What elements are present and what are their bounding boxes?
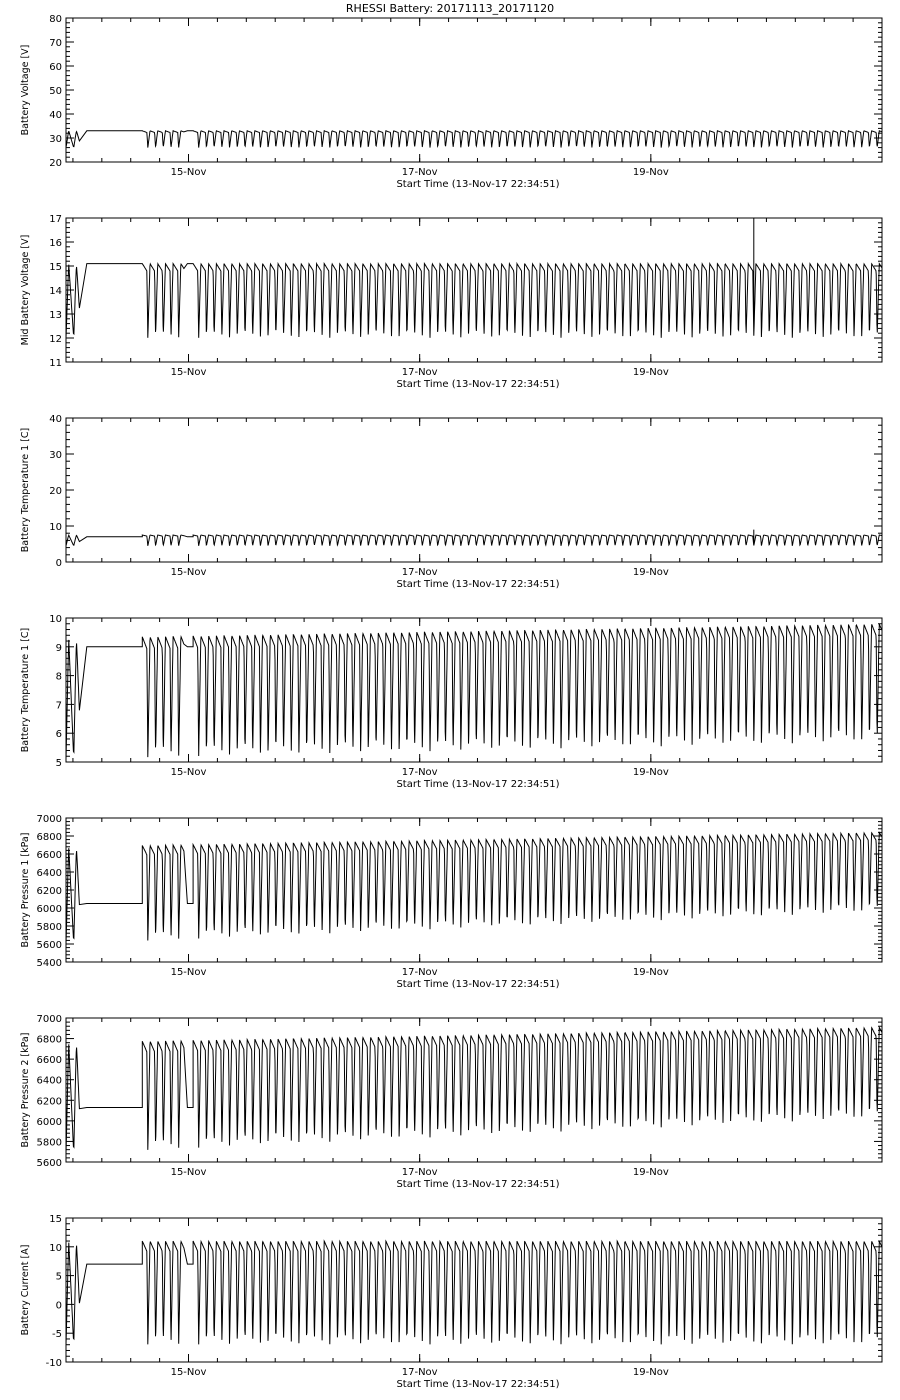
y-tick-label: 6000: [36, 1116, 62, 1128]
x-tick-label: 17-Nov: [401, 567, 438, 578]
data-series-line: [66, 833, 882, 944]
y-tick-label: 7000: [36, 814, 62, 825]
y-tick-label: 0: [55, 558, 62, 569]
y-tick-label: 12: [49, 334, 62, 345]
y-tick-label: 7: [55, 700, 62, 712]
x-tick-label: 17-Nov: [401, 967, 438, 978]
x-tick-label: 17-Nov: [401, 1367, 438, 1378]
x-tick-label: 19-Nov: [632, 1167, 669, 1178]
panel-1: [20, 14, 882, 190]
data-series-line: [66, 624, 882, 759]
x-axis-start-time-label: Start Time (13-Nov-17 22:34:51): [396, 979, 560, 990]
y-axis-label: Battery Current [A]: [20, 1244, 31, 1336]
y-tick-label: 9: [55, 642, 62, 654]
y-tick-label: 8: [55, 671, 62, 683]
panel-7: [20, 1214, 882, 1390]
y-tick-label: 20: [49, 486, 62, 497]
x-tick-label: 19-Nov: [632, 767, 669, 778]
y-tick-label: 30: [49, 134, 62, 145]
y-tick-label: -10: [45, 1358, 62, 1369]
y-tick-label: 30: [49, 450, 62, 461]
y-tick-label: 5400: [36, 958, 62, 969]
x-tick-label: 19-Nov: [632, 567, 669, 578]
y-tick-label: 5600: [36, 940, 62, 951]
x-tick-label: 15-Nov: [170, 1367, 207, 1378]
y-tick-label: 13: [49, 310, 62, 321]
plot-frame: [66, 218, 882, 362]
panels-group: [20, 14, 882, 1390]
x-tick-label: 17-Nov: [401, 1167, 438, 1178]
panel-3: [20, 414, 882, 590]
figure-title: RHESSI Battery: 20171113_20171120: [345, 2, 555, 15]
y-axis-label: Battery Pressure 1 [kPa]: [20, 832, 31, 948]
data-series-line: [66, 1241, 882, 1345]
panel-2: [20, 214, 882, 390]
y-axis-label: Mid Battery Voltage [V]: [20, 234, 31, 346]
y-tick-label: 40: [49, 414, 62, 425]
y-tick-label: 16: [49, 238, 62, 249]
y-tick-label: 5: [55, 1271, 62, 1283]
y-tick-label: 15: [49, 262, 62, 273]
y-axis-label: Battery Temperature 1 [C]: [20, 427, 31, 553]
data-series-line: [66, 1028, 882, 1154]
y-tick-label: 6400: [36, 1075, 62, 1087]
y-tick-label: 20: [49, 158, 62, 169]
y-tick-label: 10: [49, 1242, 62, 1254]
plot-frame: [66, 1218, 882, 1362]
plot-frame: [66, 818, 882, 962]
x-tick-label: 15-Nov: [170, 767, 207, 778]
plot-frame: [66, 1018, 882, 1162]
y-axis-label: Battery Voltage [V]: [20, 44, 31, 136]
y-tick-label: 6200: [36, 886, 62, 897]
y-tick-label: 10: [49, 522, 62, 533]
x-axis-start-time-label: Start Time (13-Nov-17 22:34:51): [396, 1179, 560, 1190]
x-axis-start-time-label: Start Time (13-Nov-17 22:34:51): [396, 1379, 560, 1390]
y-tick-label: 5: [55, 758, 62, 769]
y-tick-label: 6800: [36, 1034, 62, 1046]
y-tick-label: 50: [49, 86, 62, 97]
x-tick-label: 19-Nov: [632, 367, 669, 378]
x-axis-start-time-label: Start Time (13-Nov-17 22:34:51): [396, 379, 560, 390]
data-series-line: [66, 530, 882, 546]
y-axis-label: Battery Temperature 1 [C]: [20, 627, 31, 753]
x-tick-label: 17-Nov: [401, 767, 438, 778]
y-tick-label: 80: [49, 14, 62, 25]
x-tick-label: 19-Nov: [632, 1367, 669, 1378]
y-tick-label: 40: [49, 110, 62, 121]
y-tick-label: 11: [49, 358, 62, 369]
y-tick-label: 5800: [36, 922, 62, 933]
y-tick-label: 6400: [36, 868, 62, 879]
y-tick-label: 14: [49, 286, 62, 297]
x-tick-label: 19-Nov: [632, 967, 669, 978]
x-tick-label: 15-Nov: [170, 167, 207, 178]
y-tick-label: 60: [49, 62, 62, 73]
data-series-line: [66, 218, 882, 338]
y-tick-label: 17: [49, 214, 62, 225]
y-tick-label: 6600: [36, 850, 62, 861]
x-tick-label: 15-Nov: [170, 1167, 207, 1178]
y-tick-label: 6600: [36, 1055, 62, 1067]
y-tick-label: 10: [49, 614, 62, 625]
panel-5: [20, 814, 882, 990]
y-tick-label: 6200: [36, 1096, 62, 1108]
y-tick-label: -5: [52, 1329, 62, 1341]
x-tick-label: 15-Nov: [170, 567, 207, 578]
y-tick-label: 5600: [36, 1158, 62, 1169]
y-tick-label: 15: [49, 1214, 62, 1225]
y-tick-label: 5800: [36, 1137, 62, 1149]
panel-6: [20, 1014, 882, 1190]
x-tick-label: 15-Nov: [170, 367, 207, 378]
y-tick-label: 0: [55, 1300, 62, 1312]
x-axis-start-time-label: Start Time (13-Nov-17 22:34:51): [396, 779, 560, 790]
y-tick-label: 6800: [36, 832, 62, 843]
y-tick-label: 6: [55, 729, 62, 741]
y-tick-label: 7000: [36, 1014, 62, 1025]
plot-frame: [66, 418, 882, 562]
x-tick-label: 19-Nov: [632, 167, 669, 178]
y-tick-label: 6000: [36, 904, 62, 915]
panel-4: [20, 614, 882, 790]
x-axis-start-time-label: Start Time (13-Nov-17 22:34:51): [396, 179, 560, 190]
x-tick-label: 17-Nov: [401, 167, 438, 178]
plot-frame: [66, 18, 882, 162]
x-axis-start-time-label: Start Time (13-Nov-17 22:34:51): [396, 579, 560, 590]
data-series-line: [66, 131, 882, 148]
x-tick-label: 15-Nov: [170, 967, 207, 978]
x-tick-label: 17-Nov: [401, 367, 438, 378]
y-axis-label: Battery Pressure 2 [kPa]: [20, 1032, 31, 1148]
y-tick-label: 70: [49, 38, 62, 49]
